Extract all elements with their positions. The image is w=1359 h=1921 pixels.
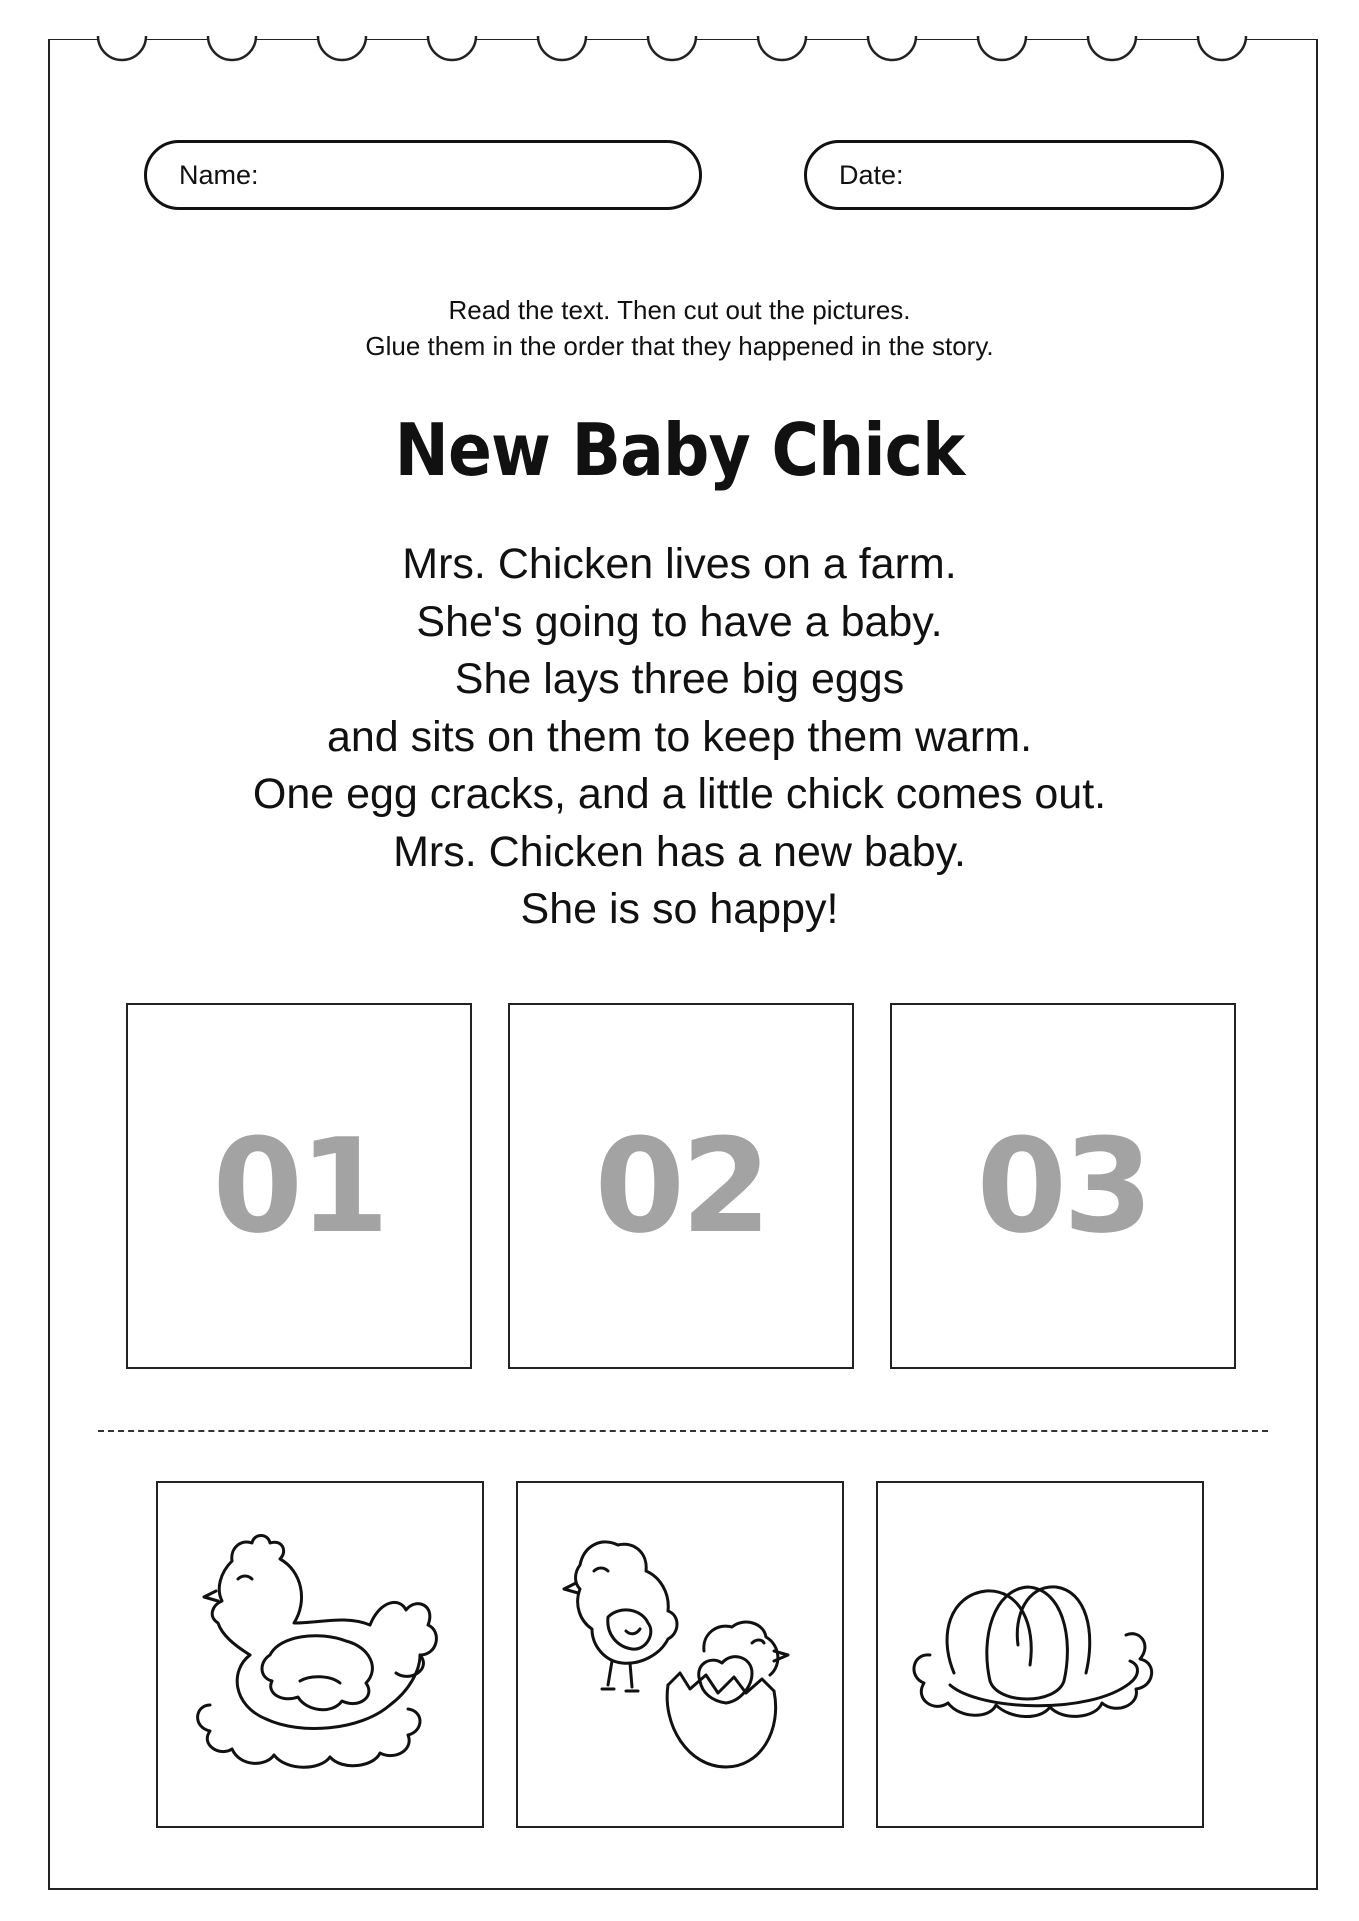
- cut-line: [98, 1430, 1268, 1432]
- story-line: and sits on them to keep them warm.: [326, 712, 1033, 761]
- story-line: She's going to have a baby.: [416, 597, 943, 646]
- story-line: Mrs. Chicken lives on a farm.: [402, 540, 957, 588]
- instructions-line: Glue them in the order that they happened in the story.: [365, 331, 994, 361]
- cutout-card-chicks[interactable]: [516, 1481, 844, 1828]
- answer-box-number: 01: [212, 1110, 386, 1262]
- notepad-scallop-edge: [48, 36, 1318, 72]
- cutout-card-hen[interactable]: [156, 1481, 484, 1828]
- story-line: She is so happy!: [520, 885, 839, 933]
- story-line: She lays three big eggs: [454, 655, 905, 703]
- answer-box-1[interactable]: [126, 1003, 472, 1369]
- answer-box-2[interactable]: [508, 1003, 854, 1369]
- name-field[interactable]: [144, 140, 702, 210]
- instructions-line: Read the text. Then cut out the pictures.: [448, 295, 911, 325]
- hatching-chicks-icon: [530, 1505, 830, 1805]
- eggs-in-nest-icon: [890, 1505, 1190, 1805]
- date-label: Date:: [839, 159, 904, 190]
- hen-on-nest-icon: [170, 1505, 470, 1805]
- story-text: [0, 536, 1359, 939]
- answer-box-3[interactable]: [890, 1003, 1236, 1369]
- instructions: [0, 292, 1359, 364]
- cutout-card-eggs[interactable]: [876, 1481, 1204, 1828]
- story-line: Mrs. Chicken has a new baby.: [393, 827, 966, 876]
- name-label: Name:: [179, 159, 259, 190]
- date-field[interactable]: [804, 140, 1224, 210]
- answer-box-number: 03: [976, 1110, 1150, 1262]
- story-line: One egg cracks, and a little chick comes out.: [252, 770, 1107, 818]
- page-title: New Baby Chick: [394, 408, 965, 492]
- answer-box-number: 02: [594, 1110, 768, 1262]
